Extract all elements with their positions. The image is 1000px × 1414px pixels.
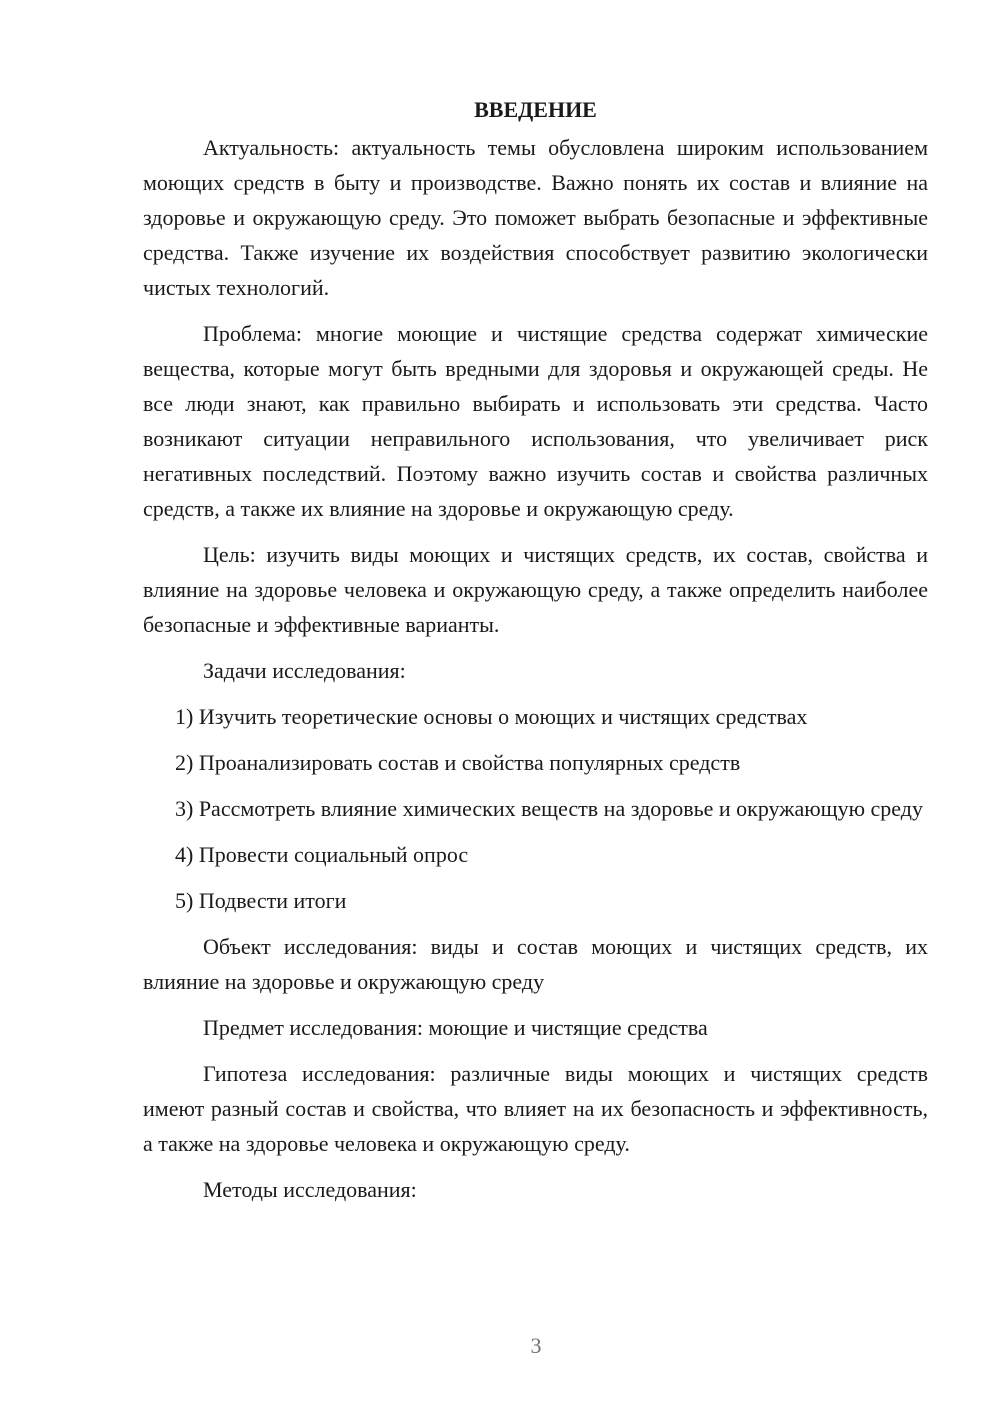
goal-paragraph: Цель: изучить виды моющих и чистящих средств, их состав, свойства и влияние на здоровье человека и окружающую среду, а также определить наиболее безопасные и эффективные варианты. <box>143 542 928 637</box>
task-item-3: 3) Рассмотреть влияние химических веществ на здоровье и окружающую среду <box>175 796 923 821</box>
page-content <box>143 92 928 1218</box>
task-item-1: 1) Изучить теоретические основы о моющих и чистящих средствах <box>175 704 808 729</box>
methods-heading: Методы исследования: <box>203 1177 417 1202</box>
task-item-5: 5) Подвести итоги <box>175 888 347 913</box>
task-item-2: 2) Проанализировать состав и свойства популярных средств <box>175 750 741 775</box>
relevance-paragraph: Актуальность: актуальность темы обусловлена широким использованием моющих средств в быту и производстве. Важно понять их состав и влияние на здоровье и окружающую среду. Это поможет выбрать безопасные и эффективные средства. Также изучение их воздействия способствует развитию экологически чистых технологий. <box>143 135 928 300</box>
object-paragraph: Объект исследования: виды и состав моющих и чистящих средств, их влияние на здоровье и окружающую среду <box>143 934 928 994</box>
page-number: 3 <box>530 1333 542 1358</box>
subject-paragraph: Предмет исследования: моющие и чистящие средства <box>203 1015 708 1040</box>
page-title: ВВЕДЕНИЕ <box>474 97 597 122</box>
task-item-4: 4) Провести социальный опрос <box>175 842 469 867</box>
hypothesis-paragraph: Гипотеза исследования: различные виды моющих и чистящих средств имеют разный состав и свойства, что влияет на их безопасность и эффективность, а также на здоровье человека и окружающую среду. <box>143 1061 928 1156</box>
problem-paragraph: Проблема: многие моющие и чистящие средства содержат химические вещества, которые могут быть вредными для здоровья и окружающей среды. Не все люди знают, как правильно выбирать и использовать эти средства. Часто возникают ситуации неправильного использования, что увеличивает риск негативных последствий. Поэтому важно изучить состав и свойства различных средств, а также их влияние на здоровье и окружающую среду. <box>143 321 928 521</box>
tasks-heading: Задачи исследования: <box>203 658 406 683</box>
